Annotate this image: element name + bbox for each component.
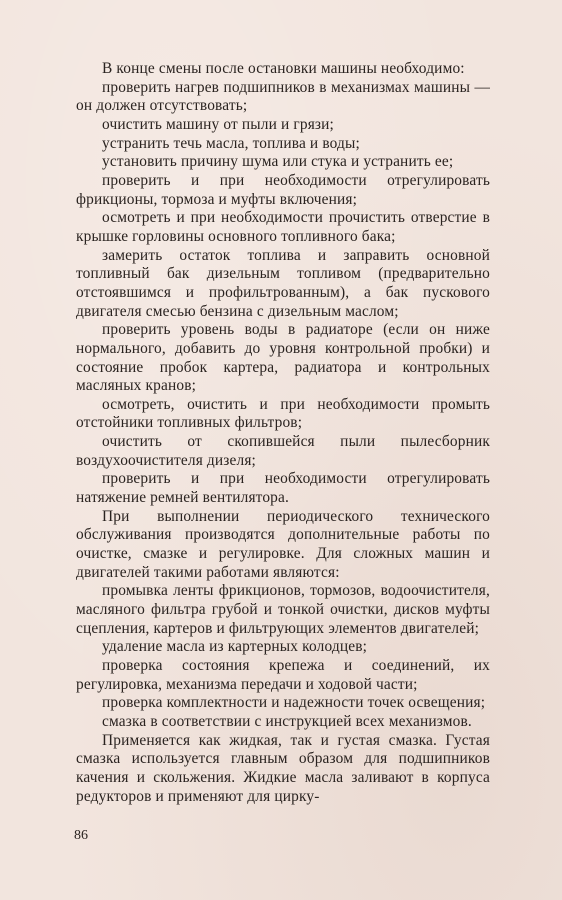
list-item-fan-belts: проверить и при необходимости отрегулировать натяжение ремней вентилятора. [76,470,490,507]
list-item-fasteners: проверка состояния крепежа и соединений, их регулировка, механизма передачи и ходовой части; [76,657,490,693]
list-item-fuel-cap: осмотреть и при необходимости прочистить отверстие в крышке горловины основного топливного бака; [76,209,490,245]
list-item-lighting: проверка комплектности и надежности точек освещения; [102,694,486,712]
list-item-leaks: устранить течь масла, топлива и воды; [102,134,360,152]
list-item-refuel: замерить остаток топлива и заправить основной топливный бак дизельным топливом (предварительно отстоявшимся и профильтрованным), а бак пускового двигателя смесью бензина с дизельным маслом; [76,246,490,320]
list-item-bearings: проверить нагрев подшипников в механизмах машины — он должен отсутствовать; [76,78,490,115]
paragraph-lubricants: Применяется как жидкая, так и густая смазка. Густая смазка используется главным образом для подшипников качения и скольжения. Жидкие масла заливают в корпуса редукторов и применяют для цирку- [76,731,490,805]
paragraph-intro: В конце смены после остановки машины необходимо: [102,60,465,77]
list-item-lubrication: смазка в соответствии с инструкцией всех механизмов. [102,712,472,730]
list-item-noise: установить причину шума или стука и устранить ее; [102,153,454,171]
list-item-clean-machine: очистить машину от пыли и грязи; [102,115,334,133]
list-item-fuel-filters: осмотреть, очистить и при необходимости промыть отстойники топливных фильтров; [76,395,490,432]
body-text [76,60,490,806]
list-item-flushing: промывка ленты фрикционов, тормозов, водоочистителя, масляного фильтра грубой и тонкой очистки, дисков муфты сцепления, картеров и фильтрующих элементов двигателей; [76,582,490,637]
list-item-oil-removal: удаление масла из картерных колодцев; [102,638,368,656]
list-item-air-cleaner: очистить от скопившейся пыли пылесборник воздухоочистителя дизеля; [76,433,490,469]
list-item-clutches: проверить и при необходимости отрегулировать фрикционы, тормоза и муфты включения; [76,171,490,208]
page-number: 86 [74,828,88,843]
paragraph-periodic-maintenance: При выполнении периодического технического обслуживания производятся дополнительные работы по очистке, смазке и регулировке. Для сложных машин и двигателей такими работами являются: [76,507,490,581]
list-item-radiator: проверить уровень воды в радиаторе (если он ниже нормального, добавить до уровня контрольной пробки) и состояние пробок картера, радиатора и контрольных масляных кранов; [76,321,490,395]
